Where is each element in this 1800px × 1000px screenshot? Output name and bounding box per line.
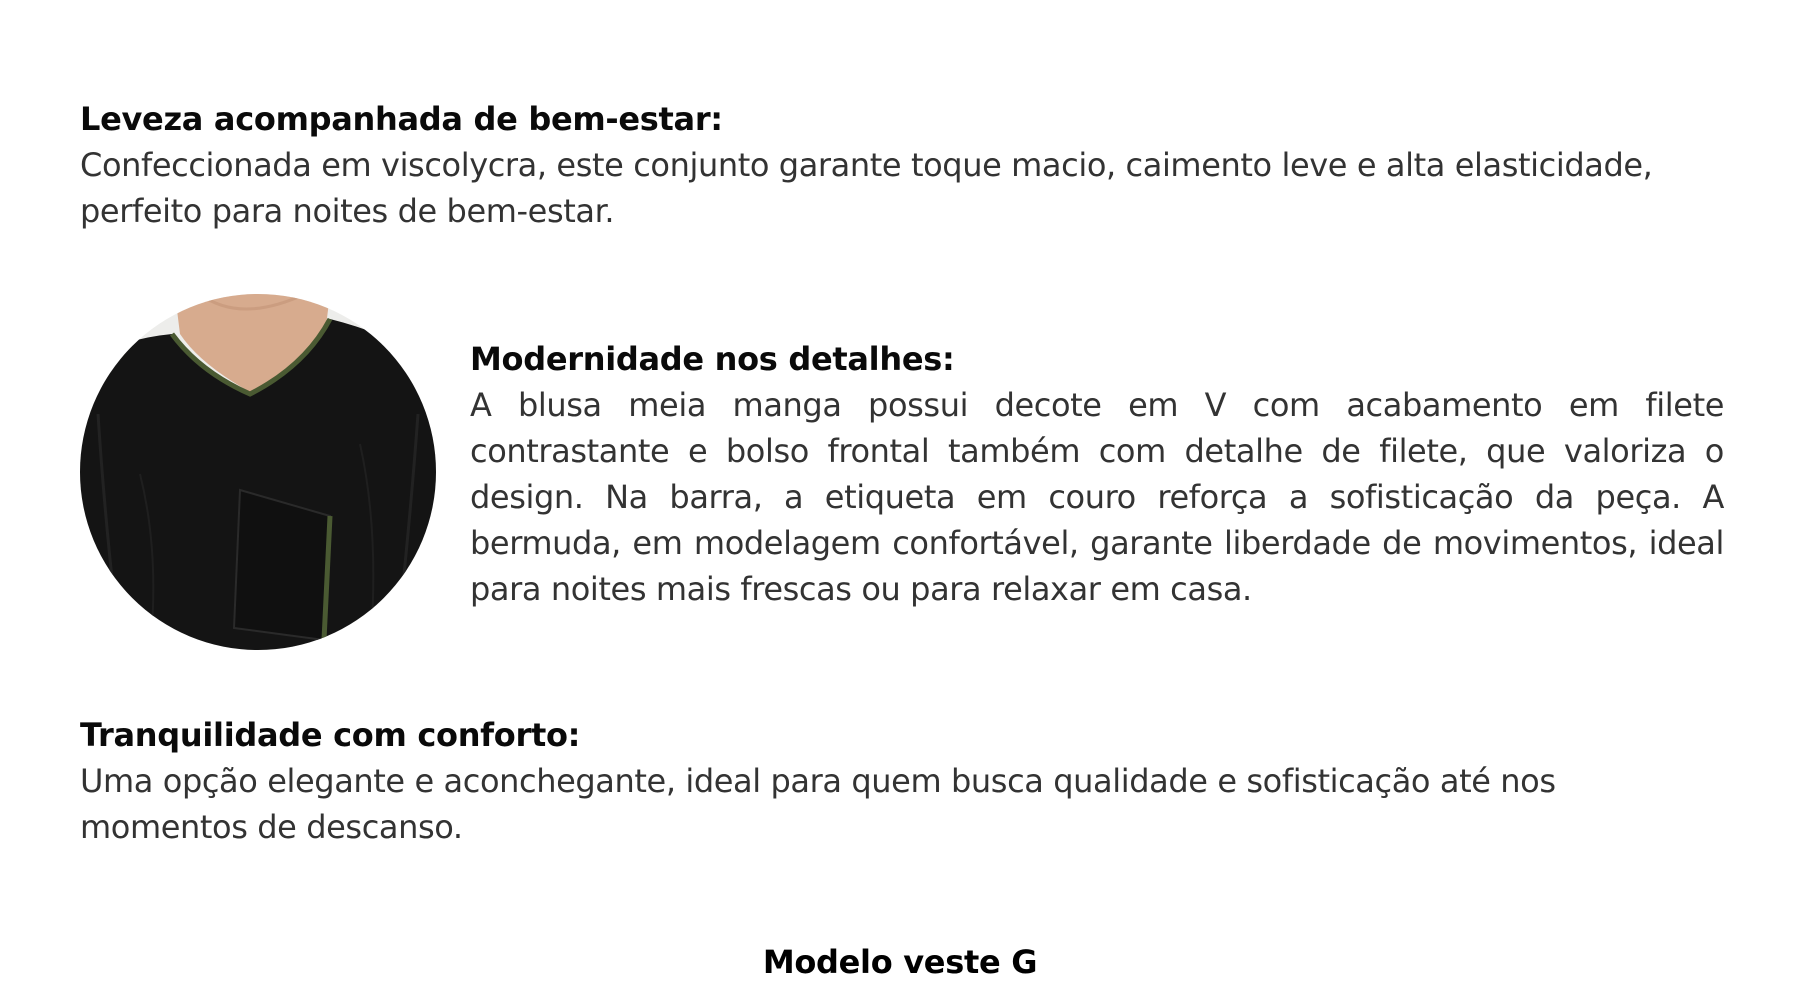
section-details [470,336,1724,612]
section-comfort [80,712,1720,850]
product-photo [80,294,436,650]
section-body: Confeccionada em viscolycra, este conjunto garante toque macio, caimento leve e alta elasticidade, perfeito para noites de bem-estar. [80,146,1653,230]
model-size-note: Modelo veste G [762,943,1038,981]
section-body: A blusa meia manga possui decote em V com acabamento em filete contrastante e bolso frontal também com detalhe de filete, que valoriza o design. Na barra, a etiqueta em couro reforça a sofisticação da peça. A bermuda, em modelagem confortável, garante liberdade de movimentos, ideal para noites mais frescas ou para relaxar em casa. [470,386,1724,608]
section-heading: Modernidade nos detalhes: [470,340,955,378]
section-body: Uma opção elegante e aconchegante, ideal para quem busca qualidade e sofisticação até nos momentos de descanso. [80,762,1556,846]
section-heading: Leveza acompanhada de bem-estar: [80,100,723,138]
section-heading: Tranquilidade com conforto: [80,716,581,754]
shirt-closeup-image [80,294,436,650]
section-lightness [80,96,1720,234]
